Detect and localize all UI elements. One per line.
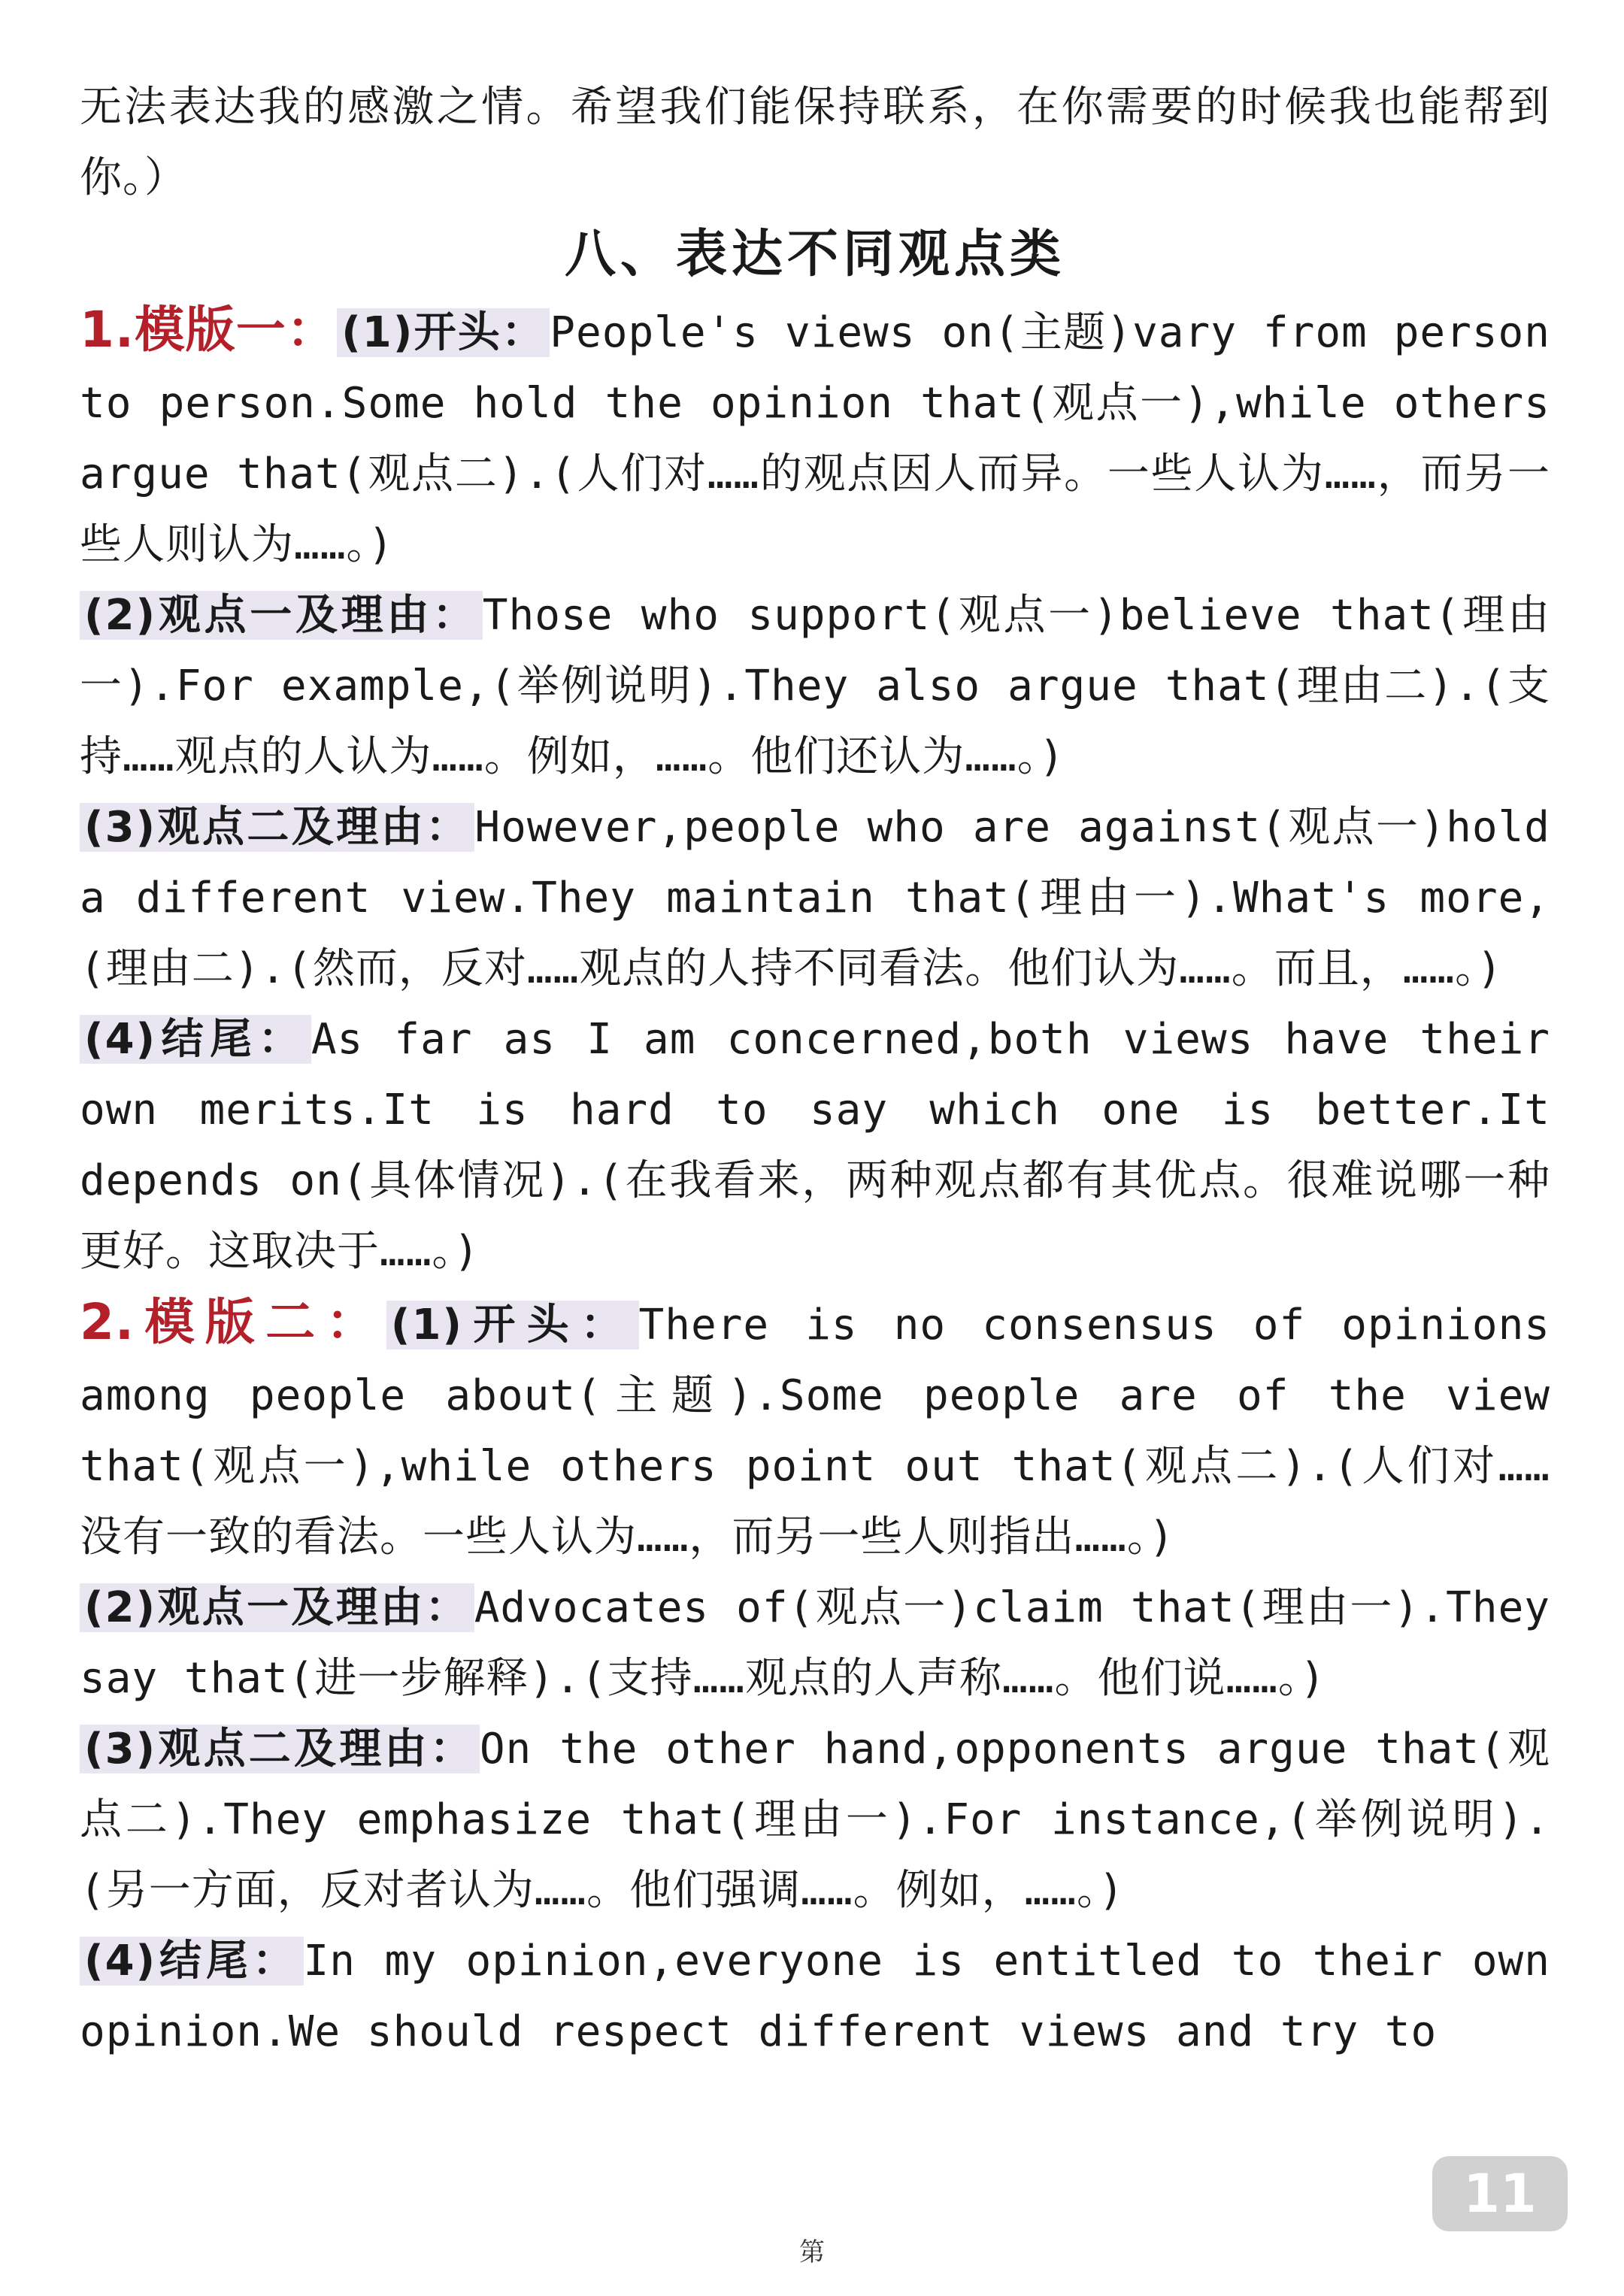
- template1-opening-label: (1)开头：: [337, 308, 550, 357]
- page-footer: 第: [799, 2237, 825, 2267]
- template2-view2-text: On the other hand,opponents argue that(观点二).They emphasize that(理由一).For instance,(举例说明).(另一方面，反对者认为……。他们强调……。例如，……。): [80, 1725, 1551, 1915]
- document-page: [80, 72, 1550, 2067]
- template1-ending-label: (4)结尾：: [80, 1015, 311, 1064]
- template1-label: 1.模版一：: [80, 301, 338, 359]
- template2-view2: [80, 1714, 1550, 1926]
- template2-opening-text: There is no consensus of opinions among people about(主题).Some people are of the view that(观点一),while others point out that(观点二).(人们对……没有一致的看法。一些人认为……，而另一些人则指出……。): [80, 1301, 1550, 1561]
- template1-opening: [80, 295, 1550, 580]
- continuation-text: 无法表达我的感激之情。希望我们能保持联系，在你需要的时候我也能帮到你。）: [80, 83, 1550, 202]
- template1-view1: [80, 580, 1550, 792]
- template2-ending-label: (4)结尾：: [80, 1937, 304, 1986]
- template2-label: 2.模版二：: [80, 1293, 386, 1351]
- template1-view2: [80, 792, 1550, 1004]
- template2-opening: [80, 1287, 1550, 1573]
- template2-view1-label: (2)观点一及理由：: [80, 1583, 474, 1632]
- template2-view2-label: (3)观点二及理由：: [80, 1725, 480, 1773]
- template2-view1: [80, 1573, 1550, 1714]
- template1-view2-text: However,people who are against(观点一)hold a different view.They maintain that(理由一).What's more,(理由二).(然而，反对……观点的人持不同看法。他们认为……。而且，……。): [80, 803, 1551, 993]
- template1-ending: [80, 1004, 1550, 1287]
- template2-opening-label: (1)开头：: [386, 1301, 639, 1349]
- template1-view2-label: (3)观点二及理由：: [80, 803, 474, 852]
- template1-view1-label: (2)观点一及理由：: [80, 591, 483, 640]
- template2-view1-text: Advocates of(观点一)claim that(理由一).They say that(进一步解释).(支持……观点的人声称……。他们说……。): [80, 1583, 1550, 1703]
- template1-ending-text: As far as I am concerned,both views have their own merits.It is hard to say which one is better.It depends on(具体情况).(在我看来，两种观点都有其优点。很难说哪一种更好。这取决于……。): [80, 1015, 1550, 1276]
- template2-ending-text: In my opinion,everyone is entitled to their own opinion.We should respect different views and try to: [80, 1937, 1550, 2056]
- page-number-badge: 11: [1432, 2156, 1568, 2231]
- template1-opening-text: People's views on(主题)vary from person to person.Some hold the opinion that(观点一),while others argue that(观点二).(人们对……的观点因人而异。一些人认为……，而另一些人则认为……。): [80, 308, 1550, 569]
- template1-view1-text: Those who support(观点一)believe that(理由一).For example,(举例说明).They also argue that(理由二).(支持……观点的人认为……。例如，……。他们还认为……。): [80, 591, 1551, 781]
- section-title: 八、表达不同观点类: [564, 224, 1065, 284]
- template2-ending: [80, 1926, 1550, 2067]
